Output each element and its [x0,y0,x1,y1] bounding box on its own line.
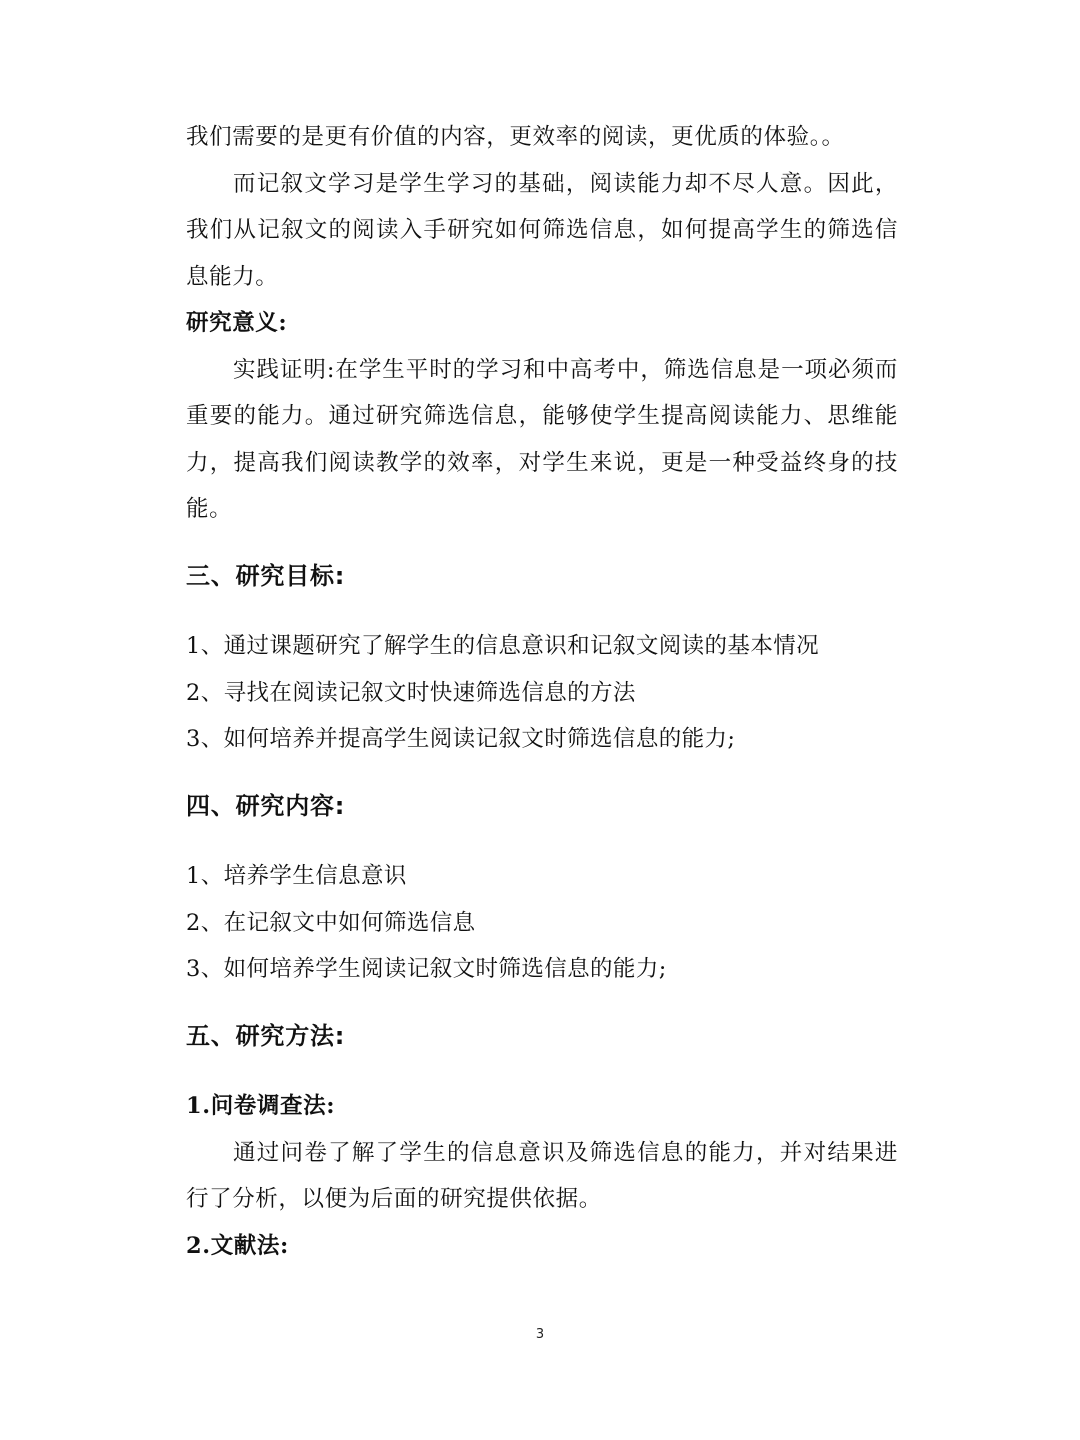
paragraph-1: 我们需要的是更有价值的内容，更效率的阅读，更优质的体验。。 [186,124,845,150]
list-item: 1、通过课题研究了解学生的信息意识和记叙文阅读的基本情况 [186,633,820,659]
method-1-text: 通过问卷了解了学生的信息意识及筛选信息的能力，并对结果进行了分析，以便为后面的研究提供依据。 [186,1139,898,1212]
list-item: 3、如何培养学生阅读记叙文时筛选信息的能力; [186,956,667,982]
section-5-body [186,1083,898,1269]
section-5-heading: 五、研究方法: [186,1021,346,1050]
paragraph-2: 而记叙文学习是学生学习的基础，阅读能力却不尽人意。因此，我们从记叙文的阅读入手研究如何筛选信息，如何提高学生的筛选信息能力。 [186,170,898,290]
list-item: 2、寻找在阅读记叙文时快速筛选信息的方法 [186,679,636,706]
section-3-list [186,623,898,763]
method-1-label: 1.问卷调查法: [186,1093,336,1119]
page-content [186,114,898,1269]
list-item: 1、培养学生信息意识 [186,863,407,889]
section-4-list [186,853,898,993]
research-significance-label: 研究意义: [186,310,288,336]
page-number: 3 [535,1327,545,1342]
list-item: 3、如何培养并提高学生阅读记叙文时筛选信息的能力; [186,726,736,752]
section-4-heading: 四、研究内容: [186,791,346,820]
list-item: 2、在记叙文中如何筛选信息 [186,909,476,936]
section-3-heading: 三、研究目标: [186,561,346,590]
paragraph-3: 实践证明:在学生平时的学习和中高考中，筛选信息是一项必须而重要的能力。通过研究筛选信息，能够使学生提高阅读能力、思维能力，提高我们阅读教学的效率，对学生来说，更是一种受益终身的技能。 [186,356,898,522]
method-2-label: 2.文献法: [186,1232,289,1259]
